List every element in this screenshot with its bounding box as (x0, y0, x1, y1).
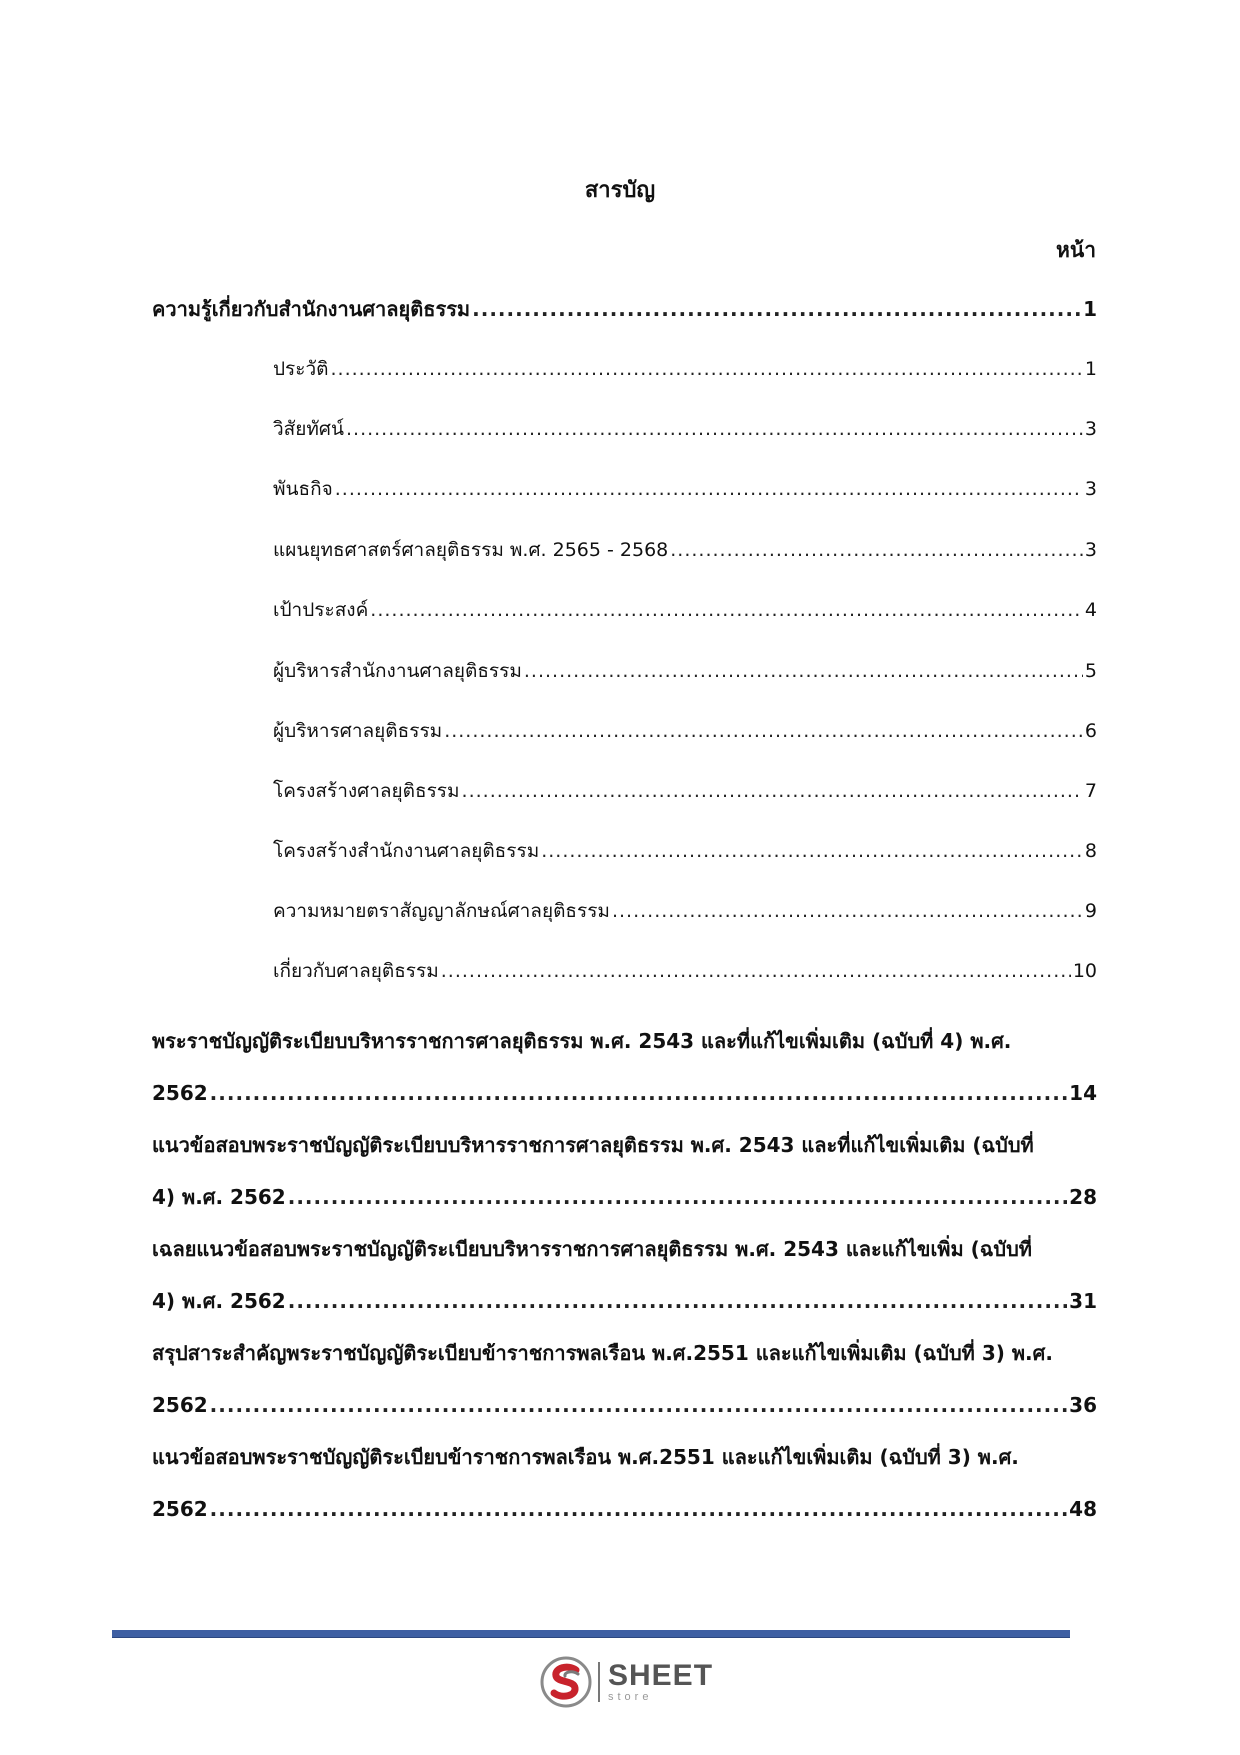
toc-subitem-page: 9 (1084, 900, 1097, 922)
leader-dots (210, 1386, 1067, 1424)
leader-dots (288, 1282, 1067, 1320)
toc-subitem[interactable] (273, 652, 1097, 690)
sheet-store-logo (540, 1656, 713, 1708)
toc-subitem[interactable] (273, 531, 1097, 569)
toc-section-line2[interactable] (152, 1386, 1097, 1424)
toc-subitem-page: 4 (1084, 599, 1097, 621)
toc-section-line1[interactable]: แนวข้อสอบพระราชบัญญัติระเบียบบริหารราชการศาลยุติธรรม พ.ศ. 2543 และที่แก้ไขเพิ่มเติม (ฉบับที่ (152, 1133, 1034, 1157)
toc-subitem-page: 3 (1084, 478, 1097, 500)
toc-section-title-cont: 4) พ.ศ. 2562 (152, 1185, 286, 1209)
logo-sub-text: store (608, 1691, 653, 1703)
leader-dots (210, 1490, 1067, 1528)
toc-entry-page: 1 (1083, 297, 1097, 321)
toc-subitem[interactable] (273, 892, 1097, 930)
toc-section-line1[interactable]: แนวข้อสอบพระราชบัญญัติระเบียบข้าราชการพลเรือน พ.ศ.2551 และแก้ไขเพิ่มเติม (ฉบับที่ 3) พ.ศ. (152, 1445, 1019, 1469)
toc-subitem[interactable] (273, 350, 1097, 388)
toc-subitem[interactable] (273, 591, 1097, 629)
toc-subitem-page: 3 (1084, 539, 1097, 561)
toc-section-line2[interactable] (152, 1282, 1097, 1320)
footer-divider-bar (112, 1630, 1070, 1638)
toc-subitem[interactable] (273, 712, 1097, 750)
toc-subitem-title: ผู้บริหารศาลยุติธรรม (273, 720, 443, 742)
toc-section-page: 36 (1069, 1393, 1097, 1417)
toc-section-page: 28 (1069, 1185, 1097, 1209)
toc-section-title-cont: 2562 (152, 1497, 208, 1521)
leader-dots (670, 531, 1083, 569)
toc-section-title-cont: 2562 (152, 1081, 208, 1105)
toc-section-line1[interactable]: พระราชบัญญัติระเบียบบริหารราชการศาลยุติธรรม พ.ศ. 2543 และที่แก้ไขเพิ่มเติม (ฉบับที่ 4) พ.ศ. (152, 1029, 1012, 1053)
toc-subitem-title: แผนยุทธศาสตร์ศาลยุติธรรม พ.ศ. 2565 - 2568 (273, 539, 669, 561)
toc-section-line1[interactable]: สรุปสาระสำคัญพระราชบัญญัติระเบียบข้าราชการพลเรือน พ.ศ.2551 และแก้ไขเพิ่มเติม (ฉบับที่ 3) พ.ศ. (152, 1341, 1053, 1365)
sheet-store-logo-icon (540, 1656, 592, 1708)
toc-subitem[interactable] (273, 470, 1097, 508)
toc-subitem-title: เกี่ยวกับศาลยุติธรรม (273, 960, 439, 982)
toc-section-line1[interactable]: เฉลยแนวข้อสอบพระราชบัญญัติระเบียบบริหารราชการศาลยุติธรรม พ.ศ. 2543 และแก้ไขเพิ่ม (ฉบับที่ (152, 1237, 1032, 1261)
leader-dots (444, 712, 1083, 750)
toc-subitem[interactable] (273, 832, 1097, 870)
toc-subitem[interactable] (273, 952, 1097, 990)
toc-subitem-page: 10 (1072, 960, 1097, 982)
toc-title: สารบัญ (584, 178, 656, 203)
toc-subitem[interactable] (273, 772, 1097, 810)
toc-entry-section1[interactable] (152, 290, 1097, 328)
toc-subitem-page: 5 (1084, 660, 1097, 682)
toc-subitem-title: โครงสร้างสำนักงานศาลยุติธรรม (273, 840, 540, 862)
toc-subitem-title: ประวัติ (273, 358, 329, 380)
leader-dots (612, 892, 1083, 930)
toc-section-line2[interactable] (152, 1178, 1097, 1216)
leader-dots (541, 832, 1083, 870)
toc-subitem-title: ความหมายตราสัญญาลักษณ์ศาลยุติธรรม (273, 900, 610, 922)
page-column-header: หน้า (1056, 238, 1096, 262)
leader-dots (441, 952, 1071, 990)
toc-subitem-title: พันธกิจ (273, 478, 333, 500)
toc-subitem-page: 7 (1084, 780, 1097, 802)
leader-dots (346, 410, 1083, 448)
toc-subitem-page: 8 (1084, 840, 1097, 862)
logo-brand-text: SHEET (608, 1659, 714, 1692)
toc-subitem-page: 1 (1084, 358, 1097, 380)
logo-separator (598, 1662, 600, 1702)
leader-dots (288, 1178, 1067, 1216)
leader-dots (210, 1074, 1067, 1112)
leader-dots (335, 470, 1083, 508)
toc-subitem[interactable] (273, 410, 1097, 448)
toc-section-page: 48 (1069, 1497, 1097, 1521)
leader-dots (370, 591, 1083, 629)
leader-dots (462, 772, 1083, 810)
toc-subitem-title: วิสัยทัศน์ (273, 418, 344, 440)
toc-subitem-title: โครงสร้างศาลยุติธรรม (273, 780, 460, 802)
toc-subitem-title: เป้าประสงค์ (273, 599, 369, 621)
leader-dots (524, 652, 1083, 690)
toc-subitem-page: 6 (1084, 720, 1097, 742)
toc-section-page: 31 (1069, 1289, 1097, 1313)
toc-section-line2[interactable] (152, 1490, 1097, 1528)
toc-section-line2[interactable] (152, 1074, 1097, 1112)
toc-entry-title: ความรู้เกี่ยวกับสำนักงานศาลยุติธรรม (152, 297, 471, 321)
toc-section-title-cont: 2562 (152, 1393, 208, 1417)
leader-dots (472, 290, 1081, 328)
toc-subitem-title: ผู้บริหารสำนักงานศาลยุติธรรม (273, 660, 522, 682)
toc-section-title-cont: 4) พ.ศ. 2562 (152, 1289, 286, 1313)
leader-dots (330, 350, 1082, 388)
toc-section-page: 14 (1069, 1081, 1097, 1105)
toc-subitem-page: 3 (1084, 418, 1097, 440)
